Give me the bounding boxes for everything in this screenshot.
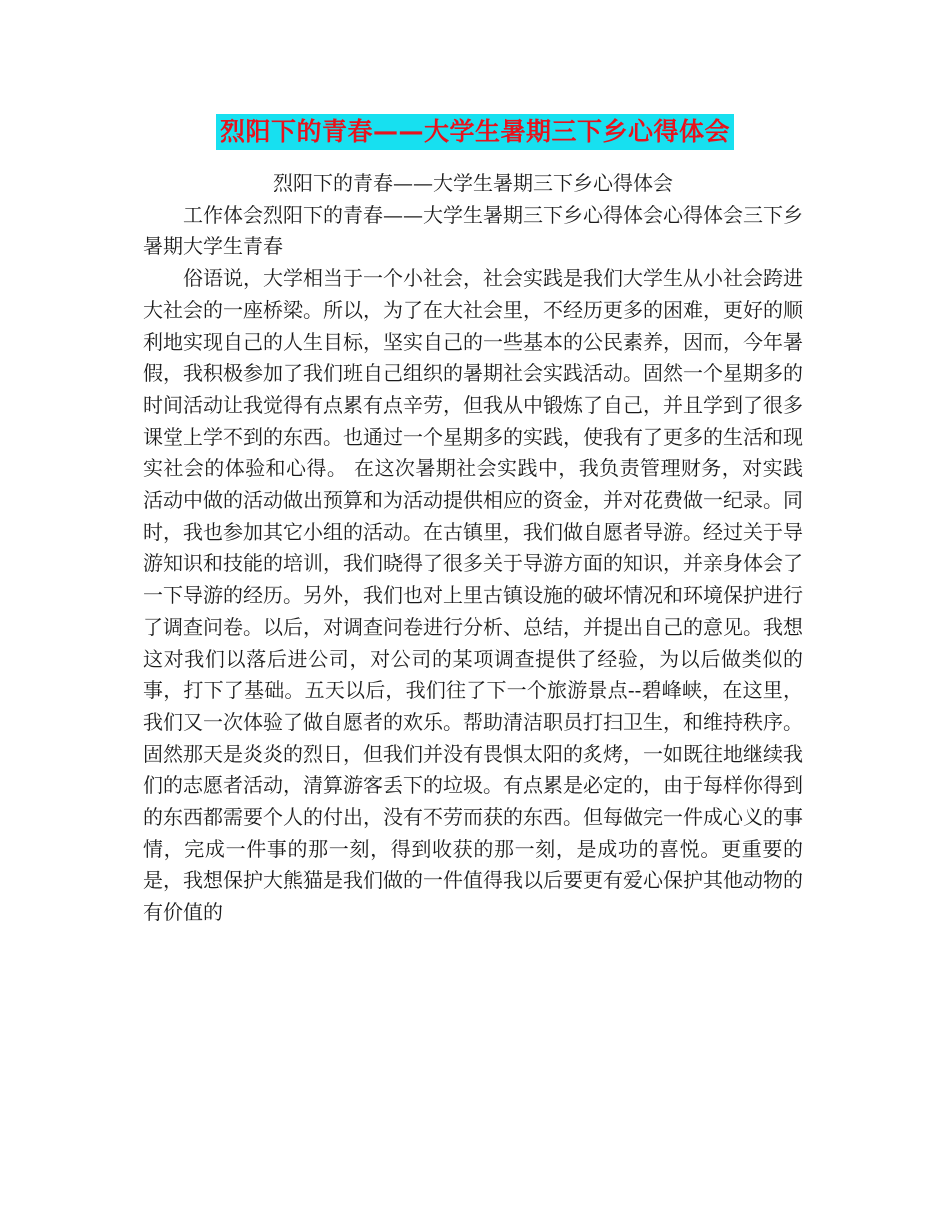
document-title-text: 烈阳下的青春——大学生暑期三下乡心得体会 — [216, 114, 734, 150]
keywords-line: 工作体会烈阳下的青春——大学生暑期三下乡心得体会心得体会三下乡暑期大学生青春 — [143, 202, 803, 259]
body-paragraph: 俗语说，大学相当于一个小社会，社会实践是我们大学生从小社会跨进大社会的一座桥梁。所以，为了在大社会里，不经历更多的困难，更好的顺利地实现自己的人生目标，坚实自己的一些基本的公民素养，因而，今年暑假，我积极参加了我们班自己组织的暑期社会实践活动。固然一个星期多的时间活动让我觉得有点累有点辛劳，但我从中锻炼了自己，并且学到了很多课堂上学不到的东西。也通过一个星期多的实践，使我有了更多的生活和现实社会的体验和心得。 在这次暑期社会实践中，我负责管理财务，对实践活动中做的活动做出预算和为活动提供相应的资金，并对花费做一纪录。同时，我也参加其它小组的活动。在古镇里，我们做自愿者导游。经过关于导游知识和技能的培训，我们晓得了很多关于导游方面的知识，并亲身体会了一下导游的经历。另外，我们也对上里古镇设施的破坏情况和环境保护进行了调查问卷。以后，对调查问卷进行分析、总结，并提出自己的意见。我想这对我们以落后进公司，对公司的某项调查提供了经验，为以后做类似的事，打下了基础。五天以后，我们往了下一个旅游景点--碧峰峡，在这里，我们又一次体验了做自愿者的欢乐。帮助清洁职员打扫卫生，和维持秩序。固然那天是炎炎的烈日，但我们并没有畏惧太阳的炙烤，一如既往地继续我们的志愿者活动，清算游客丢下的垃圾。有点累是必定的，由于每样你得到的东西都需要个人的付出，没有不劳而获的东西。但每做完一件成心义的事情，完成一件事的那一刻，得到收获的那一刻，是成功的喜悦。更重要的是，我想保护大熊猫是我们做的一件值得我以后要更有爱心保护其他动物的有价值的 — [143, 266, 803, 925]
document-subtitle: 烈阳下的青春——大学生暑期三下乡心得体会 — [273, 171, 673, 195]
document-body — [143, 168, 803, 929]
document-title — [0, 110, 950, 150]
